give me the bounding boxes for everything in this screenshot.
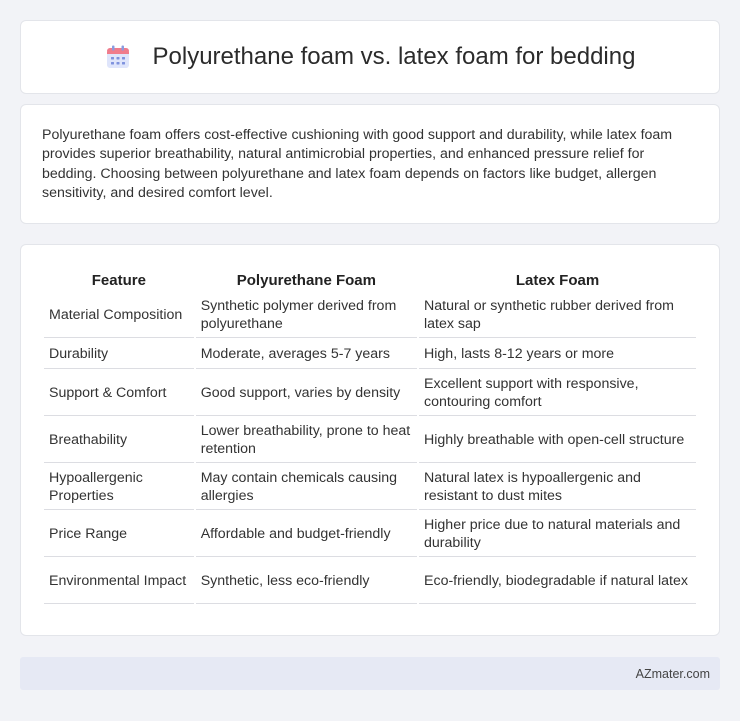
cell-latex: Excellent support with responsive, contouring comfort [419, 371, 696, 416]
cell-polyurethane: Lower breathability, prone to heat retention [196, 418, 417, 463]
cell-polyurethane: Good support, varies by density [196, 371, 417, 416]
cell-feature: Durability [44, 340, 194, 369]
header-polyurethane: Polyurethane Foam [236, 271, 376, 289]
comparison-table [42, 265, 698, 606]
cell-latex: Natural latex is hypoallergenic and resistant to dust mites [419, 465, 696, 510]
footer-bar [20, 657, 720, 690]
cell-feature: Support & Comfort [44, 371, 194, 416]
title-card [20, 20, 720, 94]
cell-feature: Hypoallergenic Properties [44, 465, 194, 510]
summary-card [20, 104, 720, 224]
footer-brand: AZmater.com [635, 666, 710, 681]
cell-feature: Price Range [44, 512, 194, 557]
cell-polyurethane: Affordable and budget-friendly [196, 512, 417, 557]
cell-latex: Natural or synthetic rubber derived from latex sap [419, 293, 696, 338]
table-row [44, 418, 696, 463]
table-row [44, 371, 696, 416]
table-row [44, 340, 696, 369]
cell-latex: Eco-friendly, biodegradable if natural latex [419, 559, 696, 604]
table-row [44, 559, 696, 604]
cell-polyurethane: May contain chemicals causing allergies [196, 465, 417, 510]
cell-polyurethane: Moderate, averages 5-7 years [196, 340, 417, 369]
cell-feature: Environmental Impact [44, 559, 194, 604]
table-row [44, 512, 696, 557]
comparison-card [20, 244, 720, 636]
table-row [44, 465, 696, 510]
table-header-row [44, 267, 696, 291]
cell-polyurethane: Synthetic, less eco-friendly [196, 559, 417, 604]
summary-text: Polyurethane foam offers cost-effective cushioning with good support and durability, while latex foam provides superior breathability, natural antimicrobial properties, and enhanced pressure relief for bedding. Choosing between polyurethane and latex foam depends on factors like budget, allergen sensitivity, and desired comfort level. [42, 127, 673, 202]
header-feature: Feature [91, 271, 146, 289]
cell-feature: Material Composition [44, 293, 194, 338]
cell-feature: Breathability [44, 418, 194, 463]
header-latex: Latex Foam [515, 271, 600, 289]
page-title: Polyurethane foam vs. latex foam for bedding [152, 43, 636, 70]
calendar-icon [105, 44, 131, 70]
table-row [44, 293, 696, 338]
cell-latex: Higher price due to natural materials and durability [419, 512, 696, 557]
cell-latex: Highly breathable with open-cell structure [419, 418, 696, 463]
cell-latex: High, lasts 8-12 years or more [419, 340, 696, 369]
cell-polyurethane: Synthetic polymer derived from polyurethane [196, 293, 417, 338]
